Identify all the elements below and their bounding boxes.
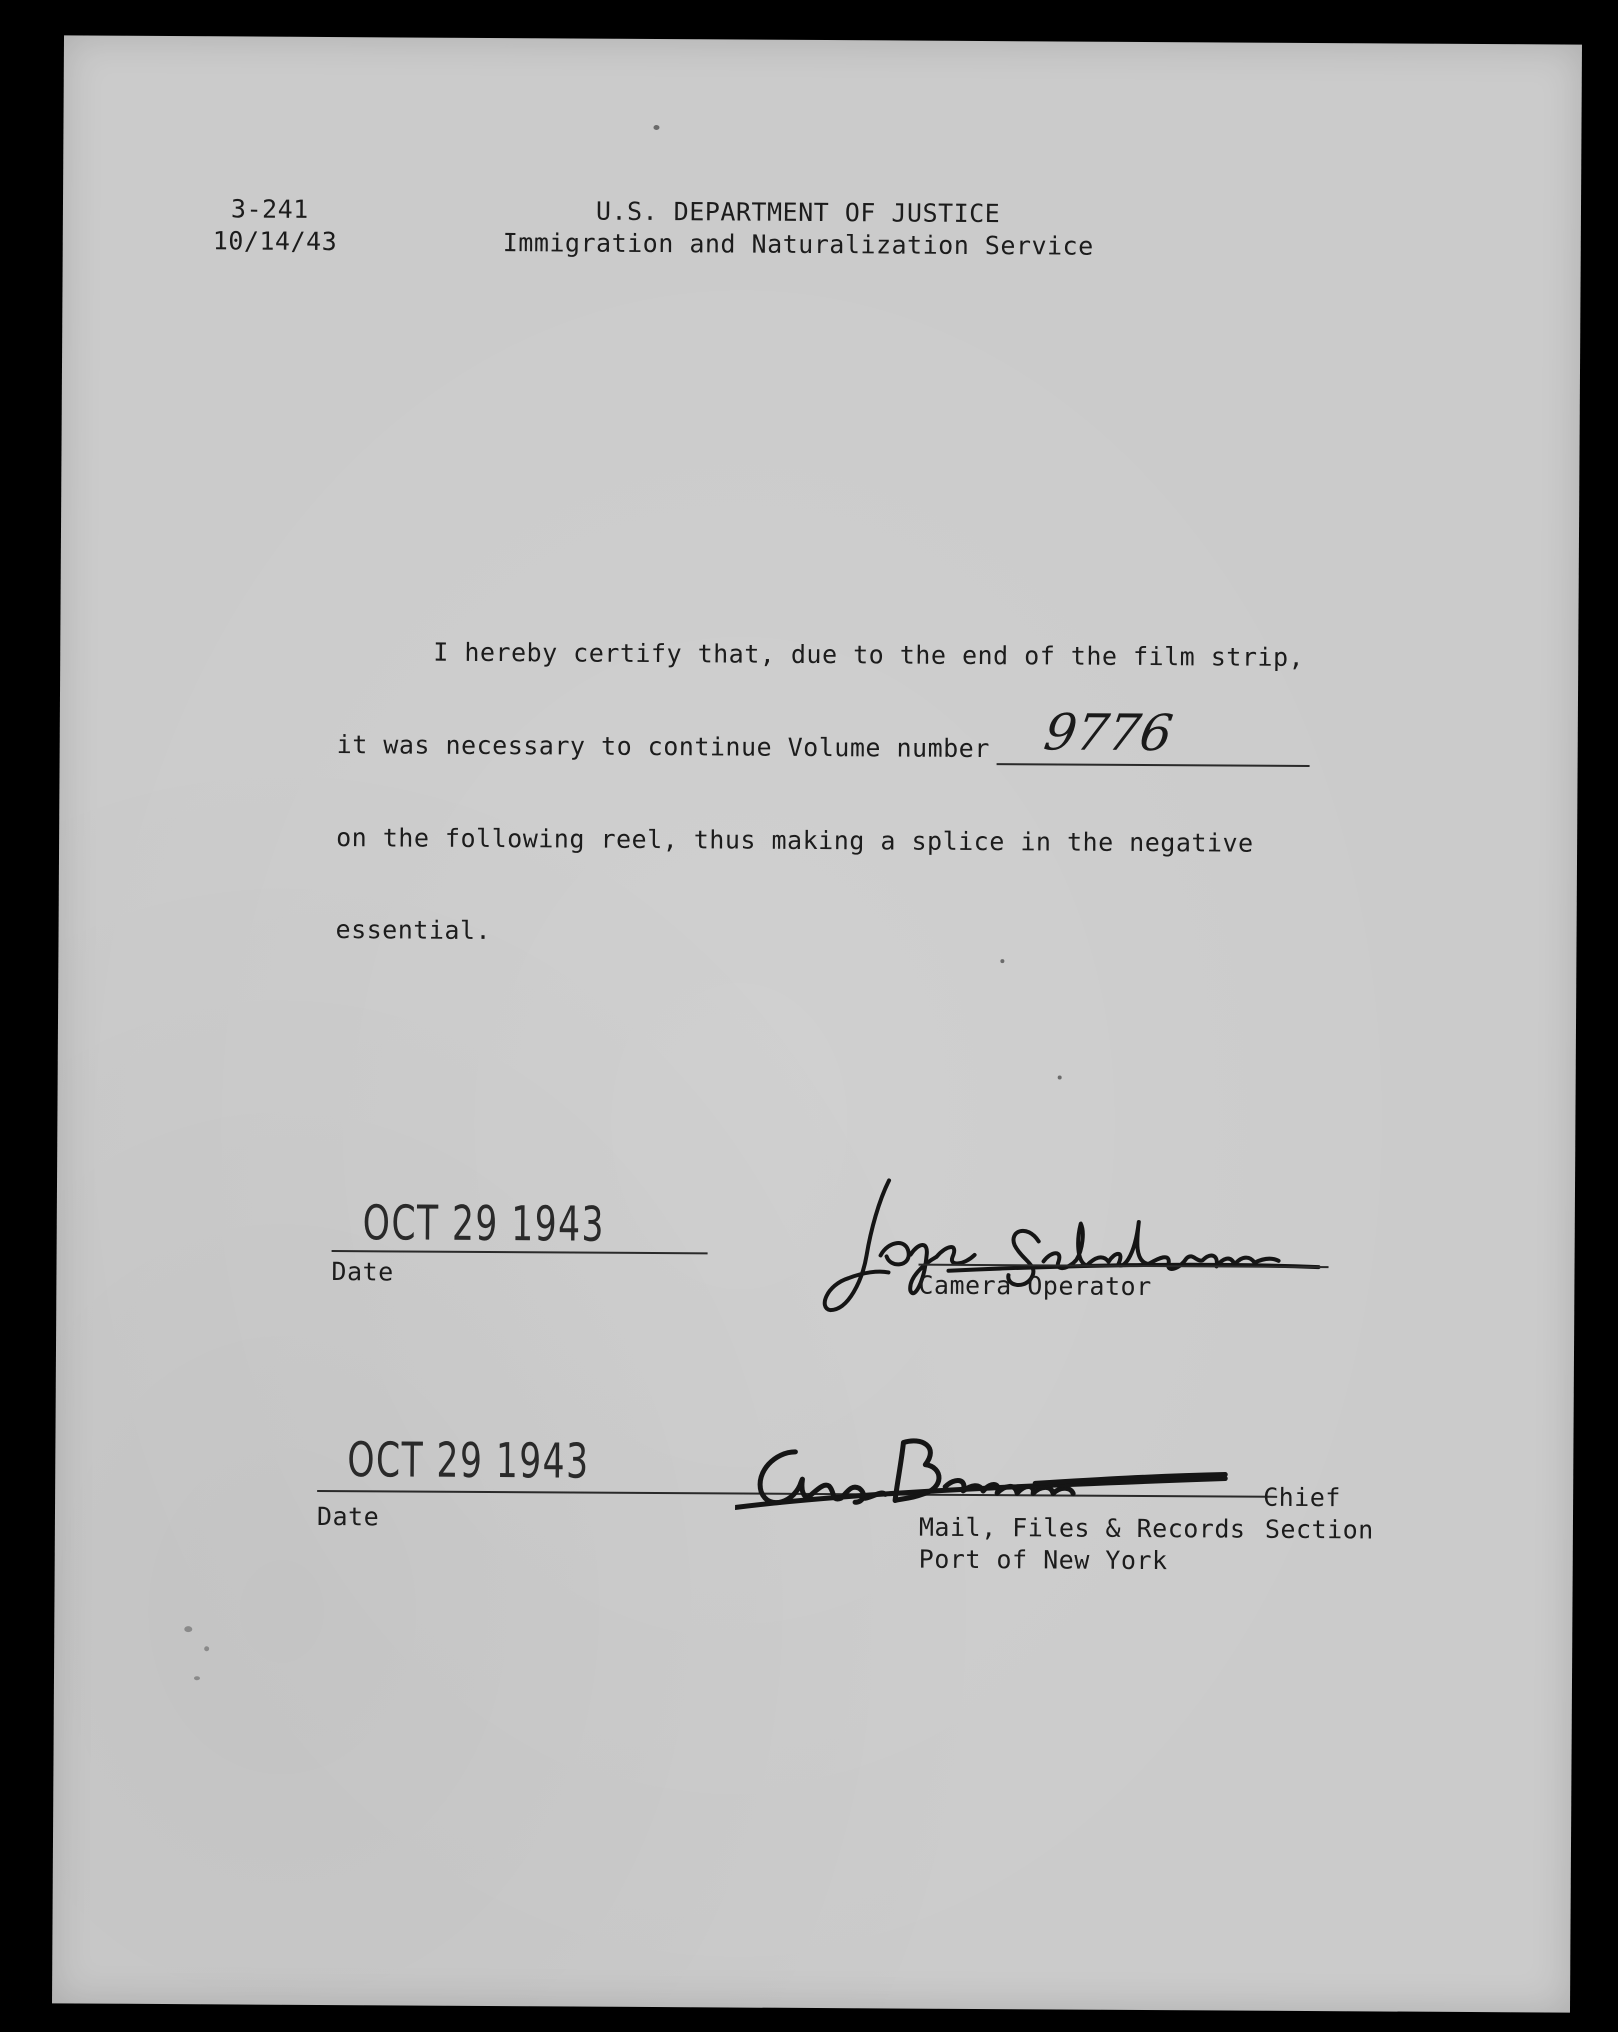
service-title: Immigration and Naturalization Service — [502, 228, 1094, 261]
date-label-1: Date — [331, 1257, 394, 1287]
chief-section-left: Mail, Files & Records — [918, 1512, 1246, 1544]
scan-speck — [653, 125, 659, 130]
volume-number-handwritten: 9776 — [1040, 703, 1177, 763]
certification-line-4: essential. — [335, 915, 492, 946]
camera-operator-label: Camera Operator — [918, 1270, 1152, 1302]
document-page — [52, 35, 1582, 2012]
scan-speck — [184, 1626, 192, 1632]
date-stamp-1: OCT 29 1943 — [362, 1195, 606, 1253]
department-title: U.S. DEPARTMENT OF JUSTICE — [595, 196, 1001, 229]
certification-line-2: it was necessary to continue Volume number — [336, 730, 990, 764]
date-stamp-2: OCT 29 1943 — [347, 1432, 590, 1490]
volume-number-underline — [997, 763, 1310, 767]
scan-speck — [204, 1646, 209, 1651]
date-line-1 — [332, 1250, 708, 1254]
scan-speck — [194, 1676, 200, 1680]
form-number: 3-241 — [230, 194, 309, 224]
form-date: 10/14/43 — [212, 226, 338, 257]
certification-line-1: I hereby certify that, due to the end of the film strip, — [433, 637, 1305, 672]
certification-line-3: on the following reel, thus making a splice in the negative — [336, 823, 1254, 858]
date-label-2: Date — [316, 1501, 380, 1532]
scan-speck — [1000, 959, 1004, 963]
scan-speck — [1058, 1075, 1062, 1079]
chief-section-right: Section — [1264, 1514, 1374, 1545]
chief-title: Chief — [1263, 1482, 1341, 1513]
chief-port: Port of New York — [918, 1544, 1168, 1576]
